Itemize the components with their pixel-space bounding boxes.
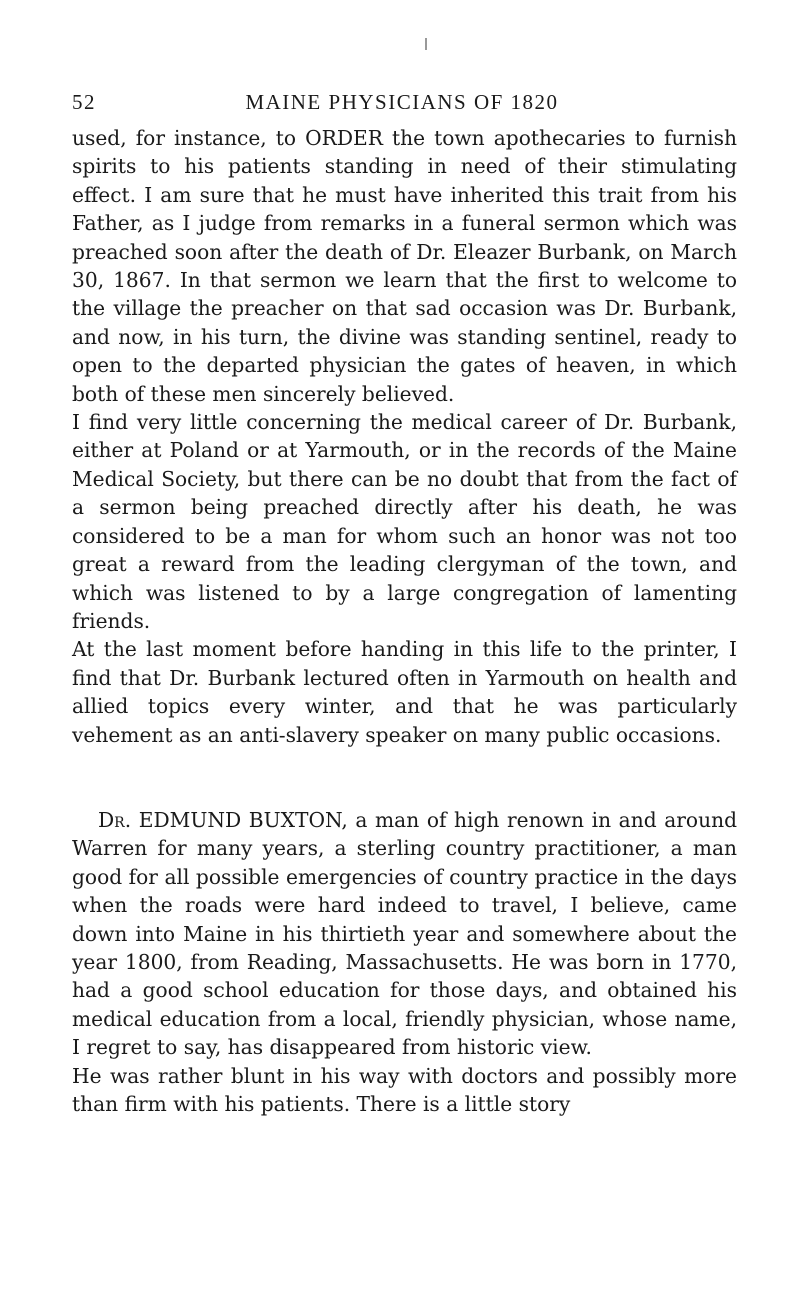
paragraph-3: At the last moment before handing in this life to the printer, I find that Dr. Burbank lectured often in Yarmouth on health and allied topics every winter, and that he was particularly vehement as an anti-slavery speaker on many public occasions. xyxy=(72,637,737,747)
running-title: MAINE PHYSICIANS OF 1820 xyxy=(245,90,559,114)
paragraph-2: I find very little concerning the medical career of Dr. Burbank, either at Poland or at Yarmouth, or in the records of the Maine Medical Society, but there can be no doubt that from the fact of a sermon being preached directly after his death, he was considered to be a man for whom such an honor was not too great a reward from the leading clergyman of the town, and which was listened to by a large congregation of lamenting friends. xyxy=(72,410,737,633)
paragraph-final: He was rather blunt in his way with doctors and possibly more than firm with his patients. There is a little story xyxy=(72,1063,737,1116)
page-number: 52 xyxy=(72,90,96,114)
section-lead-title: Dr. xyxy=(98,807,132,832)
page-body xyxy=(72,124,737,1118)
section-text: a man of high renown in and around Warren for many years, a sterling country practitioner, a man good for all possible emergencies of country practice in the days when the roads were hard indeed to travel, I believe, came down into Maine in his thirtieth year and somewhere about the year 1800, from Reading, Massachusetts. He was born in 1770, had a good school education for those days, and obtained his medical education from a local, friendly physician, whose name, I regret to say, has disappeared from historic view. xyxy=(72,807,737,1060)
section-buxton xyxy=(72,806,737,1062)
section-lead-name: EDMUND BUXTON, xyxy=(138,807,348,832)
scan-mark xyxy=(425,38,427,50)
paragraph-1: used, for instance, to ORDER the town apothecaries to furnish spirits to his patients standing in need of their stimulating effect. I am sure that he must have inherited this trait from his Father, as I judge from remarks in a funeral sermon which was preached soon after the death of Dr. Eleazer Burbank, on March 30, 1867. In that sermon we learn that the first to welcome to the village the preacher on that sad occasion was Dr. Burbank, and now, in his turn, the divine was standing sentinel, ready to open to the departed physician the gates of heaven, in which both of these men sincerely believed. xyxy=(72,126,737,406)
